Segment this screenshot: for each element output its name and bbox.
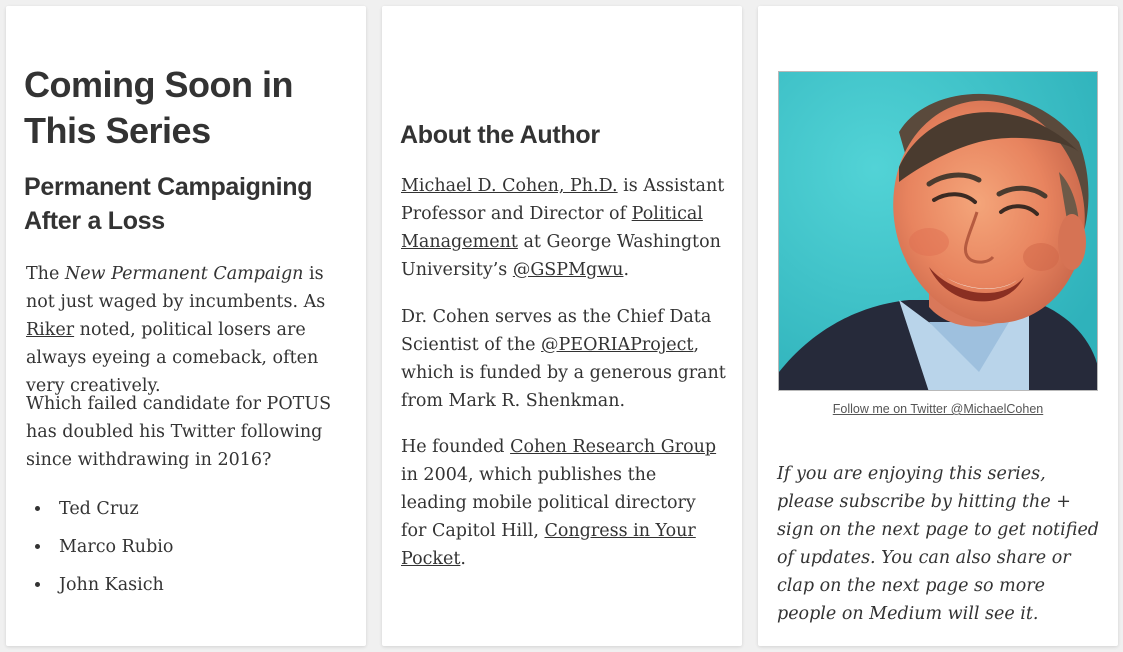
- text-span: .: [623, 260, 630, 280]
- question-paragraph: Which failed candidate for POTUS has doubled his Twitter following since withdrawing in 2016?: [26, 394, 332, 470]
- congress-in-your-pocket-link[interactable]: Congress in Your Pocket: [401, 521, 696, 569]
- bullet-icon: [35, 582, 40, 587]
- list-item: [26, 566, 173, 604]
- list-item: [26, 528, 173, 566]
- gspmgwu-link[interactable]: @GSPMgwu: [512, 260, 624, 280]
- subscribe-message: If you are enjoying this series, please subscribe by hitting the + sign on the next page to get notified of updates. You can also share or clap on the next page so more people on Medium will see it.: [777, 463, 1100, 624]
- text-span: is Assistant Professor and Director of: [401, 176, 725, 224]
- author-portrait-image: [778, 71, 1098, 391]
- portrait-illustration: [779, 72, 1098, 391]
- text-span: .: [460, 549, 466, 569]
- text-span: in 2004, which publishes the leading mobile political directory for Capitol Hill,: [401, 465, 696, 541]
- text-span: , which is funded by a generous grant from Mark R. Shenkman.: [401, 335, 726, 411]
- intro-paragraph: [26, 260, 356, 400]
- book-title: New Permanent Campaign: [64, 264, 304, 284]
- text-span: noted, political losers are always eyeing a comeback, often very creatively.: [26, 320, 319, 396]
- candidate-name: John Kasich: [59, 575, 164, 595]
- text-span: He founded: [401, 437, 511, 457]
- twitter-follow-link[interactable]: Follow me on Twitter @MichaelCohen: [832, 402, 1044, 416]
- author-photo-card: [758, 6, 1118, 646]
- candidate-list: [26, 490, 173, 604]
- text-span: Dr. Cohen serves as the Chief Data Scientist of the: [401, 307, 712, 355]
- political-management-link[interactable]: Political Management: [401, 204, 703, 252]
- list-item: [26, 490, 173, 528]
- peoria-project-link[interactable]: @PEORIAProject: [541, 335, 694, 355]
- founder-paragraph: [401, 433, 726, 573]
- candidate-name: Ted Cruz: [59, 499, 139, 519]
- article-subtitle: Permanent Campaigning After a Loss: [24, 173, 313, 235]
- text-span: at George Washington University’s: [401, 232, 721, 280]
- series-title: Coming Soon in This Series: [24, 64, 293, 151]
- coming-soon-card: [6, 6, 366, 646]
- text-span: is not just waged by incumbents. As: [26, 264, 326, 312]
- bullet-icon: [35, 544, 40, 549]
- riker-link[interactable]: Riker: [26, 320, 75, 340]
- text-span: The: [26, 264, 65, 284]
- about-author-heading: About the Author: [400, 121, 600, 149]
- cohen-research-group-link[interactable]: Cohen Research Group: [510, 437, 717, 457]
- author-name-link[interactable]: Michael D. Cohen, Ph.D.: [401, 176, 618, 196]
- bullet-icon: [35, 506, 40, 511]
- candidate-name: Marco Rubio: [59, 537, 174, 557]
- author-bio-paragraph: [401, 172, 726, 284]
- about-author-card: [382, 6, 742, 646]
- data-scientist-paragraph: [401, 303, 726, 415]
